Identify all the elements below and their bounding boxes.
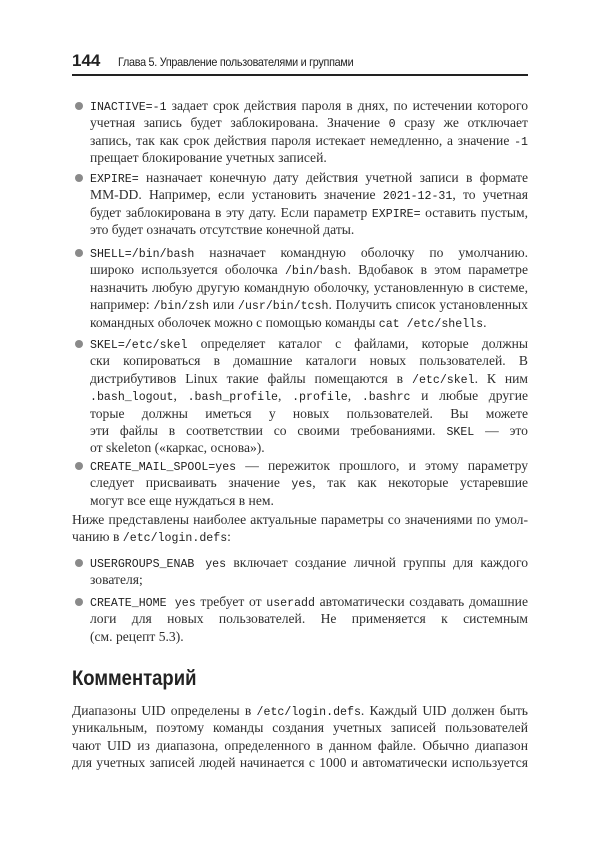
text-run: .: [483, 314, 487, 330]
text-run: сразу же отключает: [404, 115, 528, 131]
bullet-item: [90, 169, 528, 239]
text-line: [90, 610, 528, 627]
text-run: автоматически создавать домашние: [319, 594, 528, 609]
text-run: от skeleton («каркас, основа»).: [90, 440, 265, 456]
inline-code: SHELL=/bin/bash: [90, 248, 195, 261]
paragraph: [72, 511, 528, 548]
text-line: [90, 554, 528, 571]
inline-code: /bin/bash: [284, 265, 348, 279]
text-line: [90, 132, 528, 149]
text-run: оставить пустым,: [425, 204, 528, 220]
inline-code: -1: [514, 135, 528, 149]
text-line: [90, 593, 528, 610]
bullet-icon: [75, 598, 83, 606]
text-run: включает создание личной группы для каждого: [233, 555, 528, 570]
text-run: ,: [173, 388, 188, 404]
header-rule: [72, 74, 528, 76]
bullet-icon: [75, 249, 83, 257]
inline-code: INACTIVE=-1: [90, 101, 167, 114]
text-line: [90, 279, 528, 296]
inline-code: /etc/skel: [411, 373, 475, 387]
text-line: [72, 511, 528, 528]
text-line: [90, 314, 528, 333]
text-run: . Каждый UID должен быть: [360, 703, 528, 718]
inline-code: SKEL: [446, 425, 475, 439]
text-run: Ниже представлены наиболее актуальные параметры со значениями по умол-: [72, 512, 528, 527]
inline-code: /etc/login.defs: [122, 532, 228, 546]
text-line: [90, 474, 528, 491]
text-run: определяет каталог с файлами, которые должны: [200, 336, 528, 351]
text-run: для учетных записей людей начинается с 1000 и автоматически используется: [72, 755, 528, 771]
text-run: (см. рецепт 5.3).: [90, 628, 184, 644]
inline-code: yes: [291, 478, 313, 492]
text-run: командных оболочек можно с помощью команды: [90, 314, 379, 330]
inline-code: /bin/zsh: [153, 300, 210, 314]
text-line: [72, 737, 528, 754]
bullet-icon: [75, 340, 83, 348]
section-heading: Комментарий: [72, 667, 197, 690]
text-run: например:: [90, 297, 154, 313]
text-line: [90, 492, 528, 509]
text-run: , так как некоторые устаревшие: [312, 475, 528, 491]
text-run: назначает конечную дату действия учетной записи в формате: [145, 170, 528, 185]
text-run: . Получить список установленных: [328, 297, 528, 313]
text-run: задает срок действия пароля в днях, по истечении которого: [166, 98, 528, 113]
text-line: [90, 221, 528, 238]
inline-code: CREATE_HOME yes: [90, 597, 196, 610]
text-run: :: [227, 529, 231, 545]
text-run: это будет означать отсутствие конечной даты.: [90, 222, 355, 238]
text-run: эти файлы в соответствии со своими требованиями.: [90, 422, 447, 438]
text-run: широко используется оболочка: [90, 262, 285, 278]
inline-code: cat /etc/shells: [378, 317, 484, 331]
text-line: [90, 439, 528, 456]
text-line: [90, 405, 528, 422]
text-run: дистрибутивов Linux такие файлы помещаются в: [90, 370, 412, 386]
text-run: ски копироваться в домашние каталоги новых пользователей. В: [90, 353, 528, 369]
paragraph: [72, 702, 528, 772]
text-run: и любые другие: [421, 388, 528, 404]
text-line: [90, 352, 528, 369]
bullet-item: [90, 457, 528, 509]
bullet-item: [90, 244, 528, 333]
text-run: запись, так как срок действия пароля истекает немедленно, а значение: [90, 132, 515, 148]
text-run: . Вдобавок в этом параметре: [347, 262, 528, 278]
bullet-icon: [75, 174, 83, 182]
text-line: [90, 335, 528, 352]
chapter-title: Глава 5. Управление пользователями и группами: [118, 55, 354, 69]
inline-code: CREATE_MAIL_SPOOL=yes: [90, 461, 237, 474]
bullet-item: [90, 97, 528, 167]
text-line: [90, 571, 528, 588]
text-line: [90, 186, 528, 203]
bullet-icon: [75, 559, 83, 567]
inline-code: .bash_logout: [90, 391, 174, 405]
text-run: назначить любую другую командную оболочку, установленную в системе,: [90, 279, 528, 295]
text-run: логи для новых пользователей. Не применяется к системным: [90, 611, 528, 627]
text-run: , то учетная: [452, 187, 528, 203]
text-run: чают UID из диапазона, определенного в данном файле. Обычно диапазон: [72, 737, 528, 753]
text-line: [90, 296, 528, 313]
text-line: [90, 387, 528, 404]
text-line: [72, 719, 528, 736]
inline-code: useradd: [266, 597, 315, 610]
inline-code: EXPIRE=: [90, 173, 139, 186]
text-line: [90, 97, 528, 114]
text-line: [90, 457, 528, 474]
inline-code: .bashrc: [361, 391, 411, 405]
text-run: учетная запись будет заблокирована. Значение: [90, 115, 389, 131]
inline-code: .profile: [292, 391, 348, 405]
inline-code: /usr/bin/tcsh: [237, 300, 329, 314]
inline-code: 2021-12-31: [382, 190, 453, 204]
text-line: [72, 702, 528, 719]
text-line: [90, 370, 528, 387]
text-run: прещает блокирование учетных записей.: [90, 150, 327, 166]
inline-code: 0: [388, 118, 396, 132]
text-run: требует от: [195, 594, 267, 609]
text-run: следует присваивать значение: [90, 475, 292, 491]
inline-code: .bash_profile: [187, 391, 279, 405]
text-run: торые должны иметься у новых пользователей. Вы можете: [90, 405, 528, 421]
text-run: Диапазоны UID определены в: [72, 703, 257, 718]
text-run: или: [209, 297, 238, 313]
inline-code: SKEL=/etc/skel: [90, 339, 188, 352]
text-line: [90, 244, 528, 261]
inline-code: EXPIRE=: [371, 207, 421, 221]
text-run: MM-DD. Например, если установить значение: [90, 187, 383, 203]
bullet-item: [90, 335, 528, 457]
text-run: будет заблокирована в эту дату. Если параметр: [90, 204, 372, 220]
text-line: [90, 149, 528, 166]
text-line: [90, 169, 528, 186]
text-run: могут все еще нуждаться в нем.: [90, 492, 274, 508]
text-line: [72, 754, 528, 771]
page-number: 144: [72, 51, 101, 70]
bullet-icon: [75, 462, 83, 470]
text-run: — это: [485, 422, 528, 438]
text-run: ,: [347, 388, 362, 404]
text-run: — пережиток прошлого, и этому параметру: [245, 458, 528, 473]
text-line: [72, 528, 528, 547]
text-run: . К ним: [474, 370, 528, 386]
bullet-item: [90, 593, 528, 645]
text-line: [90, 204, 528, 221]
text-run: чанию в: [72, 529, 123, 545]
text-line: [90, 114, 528, 131]
text-run: назначает командную оболочку по умолчанию.: [209, 245, 528, 260]
inline-code: /etc/login.defs: [256, 706, 361, 719]
text-line: [90, 261, 528, 278]
text-run: уникальным, поэтому команды создания учетных записей пользователей: [72, 720, 528, 736]
text-line: [90, 422, 528, 439]
bullet-icon: [75, 102, 83, 110]
text-line: [90, 628, 528, 645]
text-run: зователя;: [90, 572, 143, 588]
bullet-item: [90, 554, 528, 589]
text-run: ,: [278, 388, 293, 404]
inline-code: USERGROUPS_ENAB yes: [90, 558, 227, 571]
